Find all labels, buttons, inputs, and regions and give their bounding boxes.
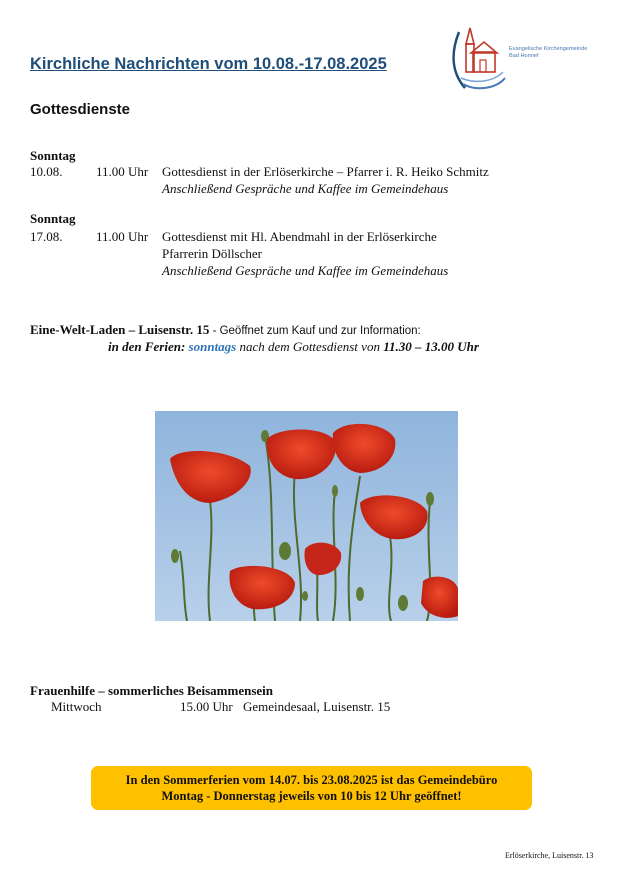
service-1-note: Anschließend Gespräche und Kaffee im Gemeindehaus xyxy=(162,181,449,196)
shop-hours-prefix: in den Ferien: xyxy=(108,339,189,354)
service-2-note: Anschließend Gespräche und Kaffee im Gemeindehaus xyxy=(162,263,449,278)
office-hours-notice xyxy=(91,766,532,810)
shop-hours xyxy=(108,338,479,355)
notice-line-2: Montag - Donnerstag jeweils von 10 bis 12 Uhr geöffnet! xyxy=(161,789,462,803)
service-2-pastor: Pfarrerin Döllscher xyxy=(162,246,262,261)
shop-name: Eine-Welt-Laden – Luisenstr. 15 xyxy=(30,322,210,337)
women-group-place: Gemeindesaal, Luisenstr. 15 xyxy=(243,699,391,714)
service-2-date: 17.08. xyxy=(30,229,63,244)
service-2-time: 11.00 Uhr xyxy=(96,229,149,244)
poppy-photo xyxy=(155,411,458,621)
shop-hours-day: sonntags xyxy=(188,339,237,354)
page-title: Kirchliche Nachrichten vom 10.08.-17.08.2025 xyxy=(30,55,387,73)
women-group-day: Mittwoch xyxy=(51,699,102,714)
service-1-description: Gottesdienst in der Erlöserkirche – Pfarrer i. R. Heiko Schmitz xyxy=(162,164,489,179)
women-group-title: Frauenhilfe – sommerliches Beisammensein xyxy=(30,683,273,698)
logo-line-2: Bad Honnef xyxy=(509,53,539,59)
shop-text: - Geöffnet zum Kauf und zur Information: xyxy=(209,325,421,337)
page-footer: Erlöserkirche, Luisenstr. 13 xyxy=(505,851,594,860)
service-1-time: 11.00 Uhr xyxy=(96,164,149,179)
church-logo-icon xyxy=(447,22,507,92)
service-1-day: Sonntag xyxy=(30,148,76,163)
service-2-day: Sonntag xyxy=(30,211,76,226)
shop-hours-mid: nach dem Gottesdienst von xyxy=(236,339,384,354)
service-2-description: Gottesdienst mit Hl. Abendmahl in der Erlöserkirche xyxy=(162,229,437,244)
logo-line-1: Evangelische Kirchengemeinde xyxy=(509,46,588,52)
notice-line-1: In den Sommerferien vom 14.07. bis 23.08.2025 ist das Gemeindebüro xyxy=(125,773,498,787)
women-group-time: 15.00 Uhr xyxy=(180,699,233,714)
service-1-date: 10.08. xyxy=(30,164,63,179)
church-logo xyxy=(447,22,597,92)
shop-hours-time: 11.30 – 13.00 Uhr xyxy=(383,339,479,354)
section-title: Gottesdienste xyxy=(30,101,131,118)
